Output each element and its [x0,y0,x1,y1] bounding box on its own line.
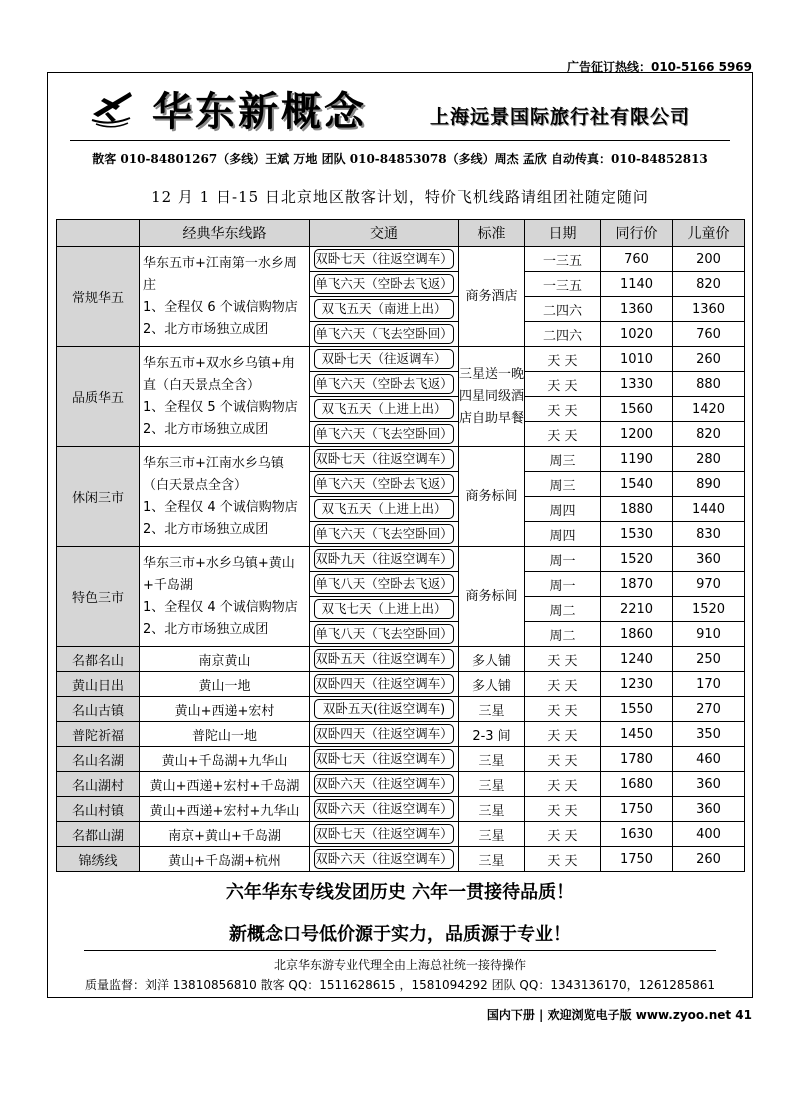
transport-label: 单飞六天（飞去空卧回） [314,324,454,344]
table-row [57,797,745,822]
transport-label: 双卧七天（往返空调车） [314,824,454,844]
header-route: 经典华东线路 [140,220,310,247]
route-description-line: 华东三市+江南水乡乌镇（白天景点全含） [143,455,284,493]
child-price-cell: 460 [673,747,745,772]
date-cell: 周一 [525,547,601,572]
child-price-cell: 200 [673,247,745,272]
date-cell: 天 天 [525,747,601,772]
date-cell: 周三 [525,472,601,497]
transport-cell [310,522,459,547]
transport-label: 双卧五天（往返空调车） [314,649,454,669]
route-description [140,247,310,347]
page-footer: 国内下册 | 欢迎浏览电子版 www.zyoo.net 41 [486,1008,752,1022]
date-cell: 天 天 [525,422,601,447]
route-description-line: 华东三市+水乡乌镇+黄山+千岛湖 [143,555,295,593]
route-cell: 黄山+西递+宏村+千岛湖 [140,772,310,797]
child-price-cell: 820 [673,422,745,447]
date-cell: 天 天 [525,372,601,397]
transport-cell [310,397,459,422]
transport-label: 单飞八天（空卧去飞返） [314,574,454,594]
transport-cell [310,747,459,772]
transport-cell [310,347,459,372]
transport-label: 单飞八天（飞去空卧回） [314,624,454,644]
standard-cell: 三星 [459,697,525,722]
route-group-name: 品质华五 [57,347,140,447]
transport-cell [310,797,459,822]
header-price: 同行价 [601,220,673,247]
transport-cell [310,697,459,722]
child-price-cell: 350 [673,722,745,747]
date-cell: 周二 [525,597,601,622]
date-cell: 二四六 [525,297,601,322]
header-standard: 标准 [459,220,525,247]
child-price-cell: 1360 [673,297,745,322]
date-cell: 天 天 [525,647,601,672]
ad-hotline: 广告征订热线：010-5166 5969 [566,60,752,74]
standard-cell: 多人铺 [459,647,525,672]
route-description [140,547,310,647]
route-cell: 黄山+西递+宏村+九华山 [140,797,310,822]
transport-cell [310,447,459,472]
route-group-name: 黄山日出 [57,672,140,697]
date-cell: 周二 [525,622,601,647]
price-cell: 1750 [601,847,673,872]
price-cell: 1560 [601,397,673,422]
route-group-name: 休闲三市 [57,447,140,547]
child-price-cell: 360 [673,547,745,572]
transport-label: 双飞五天（上进上出） [314,499,454,519]
table-body [57,247,745,872]
table-row [57,447,745,472]
price-cell: 1330 [601,372,673,397]
route-description-line: 1、全程仅 5 个诚信购物店 [143,399,298,415]
transport-label: 双飞五天（南进上出） [314,299,454,319]
header-child-price: 儿童价 [673,220,745,247]
transport-cell [310,472,459,497]
airplane-logo-icon [90,84,135,128]
transport-cell [310,547,459,572]
child-price-cell: 1420 [673,397,745,422]
route-description-line: 华东五市+江南第一水乡周庄 [143,255,297,293]
transport-label: 单飞六天（空卧去飞返） [314,474,454,494]
standard-cell: 商务酒店 [459,247,525,347]
route-description-line: 华东五市+双水乡乌镇+甪直（白天景点全含） [143,355,295,393]
price-cell: 1550 [601,697,673,722]
price-cell: 1860 [601,622,673,647]
slogan-quality: 新概念口号低价源于实力，品质源于专业！ [229,924,571,945]
date-cell: 一三五 [525,272,601,297]
header-divider [70,140,730,141]
transport-label: 双飞五天（上进上出） [314,399,454,419]
route-group-name: 名都名山 [57,647,140,672]
price-cell: 1360 [601,297,673,322]
brand-title: 华东新概念 [152,88,367,135]
route-group-name: 名山村镇 [57,797,140,822]
transport-label: 双卧七天（往返空调车） [314,749,454,769]
transport-label: 双卧六天（往返空调车） [314,849,454,869]
transport-label: 单飞六天（飞去空卧回） [314,424,454,444]
price-cell: 2210 [601,597,673,622]
contact-line: 散客 010-84801267（多线）王斌 万地 团队 010-84853078（多线）周杰 孟欣 自动传真：010-84852813 [92,152,708,166]
price-cell: 1680 [601,772,673,797]
child-price-cell: 360 [673,772,745,797]
date-cell: 天 天 [525,847,601,872]
price-cell: 1450 [601,722,673,747]
table-row [57,647,745,672]
transport-cell [310,672,459,697]
transport-label: 双卧六天（往返空调车） [314,774,454,794]
price-cell: 1190 [601,447,673,472]
route-group-name: 名山古镇 [57,697,140,722]
route-description-line: 1、全程仅 6 个诚信购物店 [143,299,298,315]
child-price-cell: 1440 [673,497,745,522]
transport-label: 双飞七天（上进上出） [314,599,454,619]
price-cell: 1140 [601,272,673,297]
date-cell: 二四六 [525,322,601,347]
child-price-cell: 890 [673,472,745,497]
standard-cell: 三星 [459,847,525,872]
route-description-line: 2、北方市场独立成团 [143,521,269,537]
transport-cell [310,497,459,522]
table-row [57,247,745,272]
date-cell: 周四 [525,497,601,522]
bottom-divider [84,950,716,951]
table-row [57,347,745,372]
price-cell: 1750 [601,797,673,822]
transport-label: 单飞六天（空卧去飞返） [314,374,454,394]
child-price-cell: 170 [673,672,745,697]
standard-cell: 商务标间 [459,547,525,647]
route-cell: 黄山一地 [140,672,310,697]
transport-cell [310,297,459,322]
transport-cell [310,572,459,597]
date-cell: 天 天 [525,672,601,697]
route-group-name: 锦绣线 [57,847,140,872]
route-cell: 黄山+西递+宏村 [140,697,310,722]
route-cell: 普陀山一地 [140,722,310,747]
route-group-name: 名都山湖 [57,822,140,847]
header-date: 日期 [525,220,601,247]
child-price-cell: 270 [673,697,745,722]
date-cell: 天 天 [525,822,601,847]
route-description-line: 2、北方市场独立成团 [143,621,269,637]
route-group-name: 名山名湖 [57,747,140,772]
child-price-cell: 880 [673,372,745,397]
transport-cell [310,272,459,297]
transport-cell [310,372,459,397]
route-description [140,347,310,447]
transport-label: 双卧九天（往返空调车） [314,549,454,569]
route-table [56,219,745,872]
transport-label: 单飞六天（空卧去飞返） [314,274,454,294]
transport-label: 双卧四天（往返空调车） [314,724,454,744]
price-cell: 1540 [601,472,673,497]
route-group-name: 常规华五 [57,247,140,347]
transport-label: 双卧七天（往返空调车） [314,449,454,469]
transport-cell [310,422,459,447]
header-transport: 交通 [310,220,459,247]
date-cell: 周一 [525,572,601,597]
table-row [57,672,745,697]
child-price-cell: 400 [673,822,745,847]
transport-label: 双卧六天（往返空调车） [314,799,454,819]
price-cell: 1230 [601,672,673,697]
date-cell: 周三 [525,447,601,472]
child-price-cell: 260 [673,847,745,872]
date-cell: 天 天 [525,347,601,372]
price-cell: 1020 [601,322,673,347]
standard-cell: 三星 [459,772,525,797]
table-row [57,547,745,572]
price-cell: 1530 [601,522,673,547]
slogan-history: 六年华东专线发团历史 六年一贯接待品质！ [225,882,575,903]
child-price-cell: 280 [673,447,745,472]
date-cell: 天 天 [525,797,601,822]
child-price-cell: 830 [673,522,745,547]
transport-label: 双卧七天（往返空调车） [314,249,454,269]
child-price-cell: 260 [673,347,745,372]
transport-cell [310,647,459,672]
transport-cell [310,772,459,797]
price-cell: 1200 [601,422,673,447]
standard-cell: 商务标间 [459,447,525,547]
route-cell: 黄山+千岛湖+九华山 [140,747,310,772]
transport-label: 双卧四天（往返空调车） [314,674,454,694]
table-row [57,747,745,772]
transport-cell [310,847,459,872]
transport-cell [310,247,459,272]
table-row [57,822,745,847]
plan-title: 12 月 1 日-15 日北京地区散客计划，特价飞机线路请组团社随定随问 [151,188,649,206]
table-row [57,722,745,747]
price-cell: 1010 [601,347,673,372]
table-row [57,697,745,722]
child-price-cell: 910 [673,622,745,647]
date-cell: 天 天 [525,697,601,722]
table-row [57,772,745,797]
transport-cell [310,597,459,622]
route-description-line: 1、全程仅 4 个诚信购物店 [143,599,298,615]
date-cell: 一三五 [525,247,601,272]
standard-cell: 三星送一晚四星同级酒店自助早餐 [459,347,525,447]
route-group-name: 名山湖村 [57,772,140,797]
transport-label: 双卧七天（往返调车） [314,349,454,369]
standard-cell: 多人铺 [459,672,525,697]
table-row [57,847,745,872]
header-cell-blank [57,220,140,247]
route-description [140,447,310,547]
price-cell: 1780 [601,747,673,772]
child-price-cell: 250 [673,647,745,672]
route-group-name: 普陀祈福 [57,722,140,747]
standard-cell: 三星 [459,797,525,822]
price-cell: 1870 [601,572,673,597]
price-cell: 1240 [601,647,673,672]
route-cell: 南京黄山 [140,647,310,672]
transport-cell [310,722,459,747]
date-cell: 天 天 [525,772,601,797]
route-description-line: 2、北方市场独立成团 [143,321,269,337]
child-price-cell: 360 [673,797,745,822]
transport-cell [310,322,459,347]
child-price-cell: 1520 [673,597,745,622]
company-name: 上海远景国际旅行社有限公司 [430,106,691,128]
operator-note: 北京华东游专业代理全由上海总社统一接待操作 [273,958,526,972]
date-cell: 天 天 [525,397,601,422]
child-price-cell: 820 [673,272,745,297]
standard-cell: 2-3 间 [459,722,525,747]
date-cell: 天 天 [525,722,601,747]
child-price-cell: 760 [673,322,745,347]
price-cell: 1520 [601,547,673,572]
standard-cell: 三星 [459,822,525,847]
price-cell: 760 [601,247,673,272]
route-description-line: 1、全程仅 4 个诚信购物店 [143,499,298,515]
transport-label: 双卧五天(往返空调车) [314,699,454,719]
route-cell: 南京+黄山+千岛湖 [140,822,310,847]
transport-label: 单飞六天（飞去空卧回） [314,524,454,544]
child-price-cell: 970 [673,572,745,597]
route-description-line: 2、北方市场独立成团 [143,421,269,437]
quality-contacts: 质量监督：刘洋 13810856810 散客 QQ：1511628615 ，1581094292 团队 QQ：1343136170，1261285861 [84,978,716,992]
price-cell: 1880 [601,497,673,522]
route-group-name: 特色三市 [57,547,140,647]
transport-cell [310,622,459,647]
date-cell: 周四 [525,522,601,547]
standard-cell: 三星 [459,747,525,772]
transport-cell [310,822,459,847]
route-cell: 黄山+千岛湖+杭州 [140,847,310,872]
table-header-row [57,220,745,247]
price-cell: 1630 [601,822,673,847]
